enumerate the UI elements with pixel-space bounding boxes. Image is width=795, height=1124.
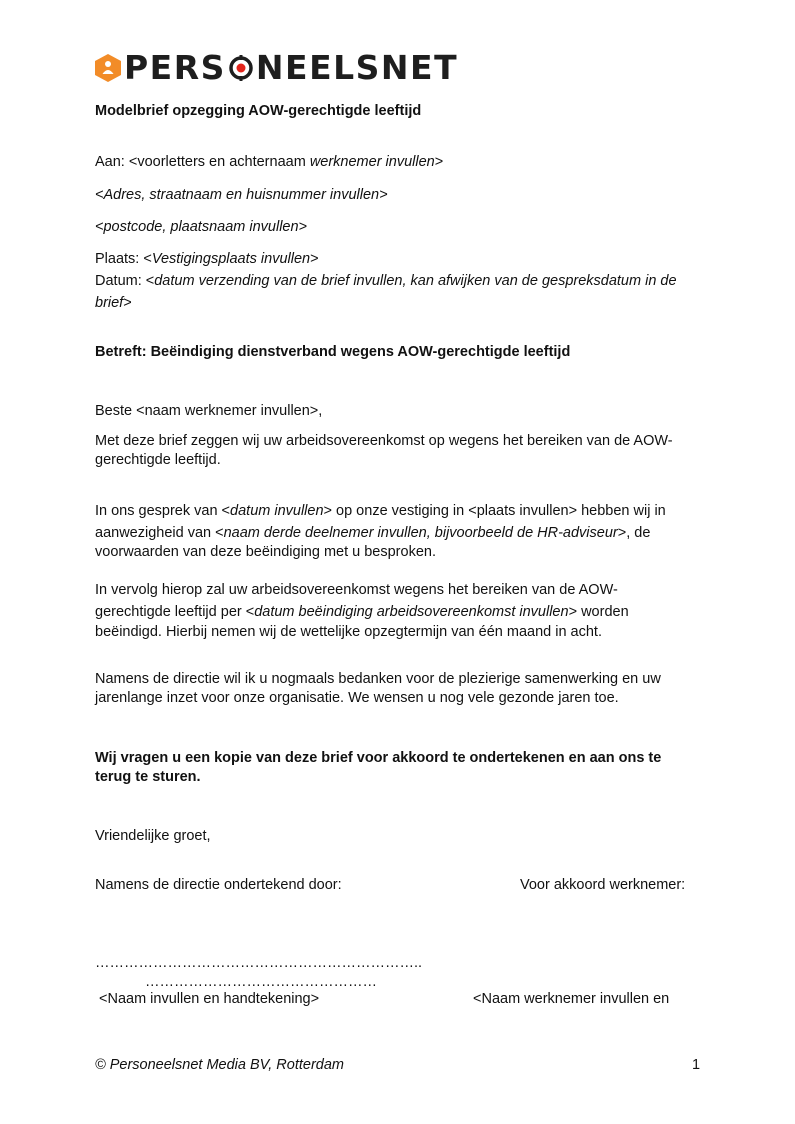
recipient-suffix: >: [434, 154, 444, 170]
target-icon: [228, 50, 254, 76]
logo-text-before: PERS: [124, 48, 226, 87]
paragraph-5-line-1: Wij vragen u een kopie van deze brief voor akkoord te ondertekenen en aan ons te: [95, 750, 662, 766]
logo-text-after: NEELSNET: [255, 48, 459, 87]
subject-line: Betreft: Beëindiging dienstverband wegens AOW-gerechtigde leeftijd: [95, 344, 571, 360]
paragraph-2-line-3: voorwaarden van deze beëindiging met u besproken.: [95, 544, 436, 560]
signature-dots-right: …………………………………………: [145, 974, 377, 990]
address-line: <Adres, straatnaam en huisnummer invullen>: [95, 187, 388, 203]
paragraph-1-line-2: gerechtigde leeftijd.: [95, 452, 221, 468]
sign-right-label: Voor akkoord werknemer:: [520, 877, 686, 893]
paragraph-2-line-1: In ons gesprek van <datum invullen> op onze vestiging in <plaats invullen> hebben wij in: [95, 503, 666, 519]
paragraph-2-line-2: aanwezigheid van <naam derde deelnemer invullen, bijvoorbeeld de HR-adviseur>, de: [95, 525, 651, 541]
paragraph-4-line-2: jarenlange inzet voor onze organisatie. We wensen u nog vele gezonde jaren toe.: [95, 690, 619, 706]
recipient-prefix: Aan: <voorletters en achternaam: [95, 154, 310, 170]
hexagon-person-icon: [95, 54, 121, 82]
signer-name-left: <Naam invullen en handtekening>: [99, 991, 320, 1007]
paragraph-3-line-2: gerechtigde leeftijd per <datum beëindiging arbeidsovereenkomst invullen> worden: [95, 604, 629, 620]
closing-greeting: Vriendelijke groet,: [95, 828, 211, 844]
page-number: 1: [692, 1057, 701, 1073]
paragraph-1-line-1: Met deze brief zeggen wij uw arbeidsovereenkomst op wegens het bereiken van de AOW-: [95, 433, 673, 449]
sign-left-label: Namens de directie ondertekend door:: [95, 877, 342, 893]
paragraph-4-line-1: Namens de directie wil ik u nogmaals bedanken voor de plezierige samenwerking en uw: [95, 671, 661, 687]
footer-copyright: © Personeelsnet Media BV, Rotterdam: [95, 1057, 344, 1073]
paragraph-5-line-2: terug te sturen.: [95, 769, 201, 785]
date-line-1: Datum: <datum verzending van de brief invullen, kan afwijken van de gespreksdatum in de: [95, 273, 677, 289]
recipient-italic: werknemer invullen: [309, 154, 435, 170]
document-title: Modelbrief opzegging AOW-gerechtigde leeftijd: [95, 103, 422, 119]
logo-wordmark: [124, 48, 458, 87]
paragraph-3-line-3: beëindigd. Hierbij nemen wij de wettelijke opzegtermijn van één maand in acht.: [95, 624, 602, 640]
postcode-line: <postcode, plaatsnaam invullen>: [95, 219, 308, 235]
paragraph-3-line-1: In vervolg hierop zal uw arbeidsovereenkomst wegens het bereiken van de AOW-: [95, 582, 618, 598]
signature-dots-left: …………………………………………………………..: [95, 955, 423, 971]
salutation: Beste <naam werknemer invullen>,: [95, 403, 323, 419]
signer-name-right: <Naam werknemer invullen en: [473, 991, 670, 1007]
date-line-2: brief>: [95, 295, 132, 311]
recipient-line: [95, 154, 443, 170]
place-line: Plaats: <Vestigingsplaats invullen>: [95, 251, 319, 267]
